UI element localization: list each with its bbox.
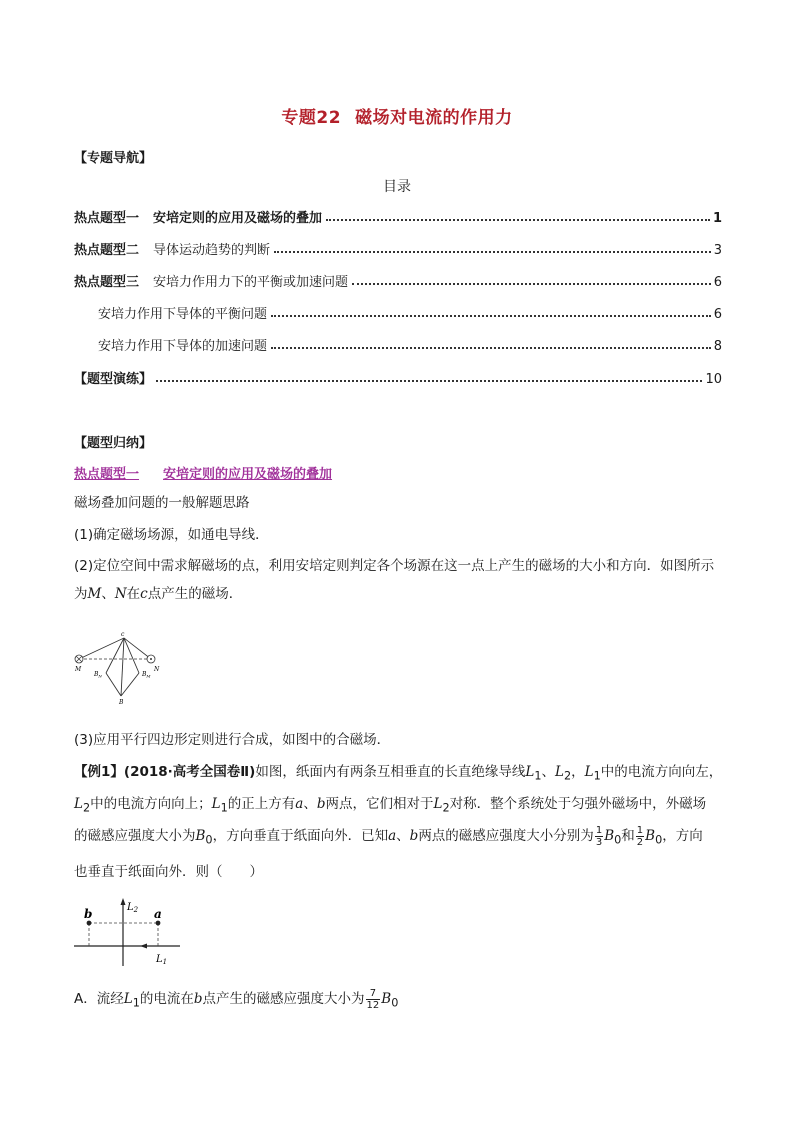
toc-row-title: 安培力作用力下的平衡或加速问题	[153, 275, 349, 290]
option-a[interactable]: A．流经$L_1$的电流在b点产生的磁感应强度大小为 $\frac{7}{12}$ $B_0$	[74, 987, 399, 1011]
toc-page: 10	[705, 372, 722, 387]
wire-m-label: M	[75, 666, 82, 673]
toc-page: 6	[713, 275, 722, 290]
toc-page: 3	[713, 243, 722, 258]
arrow-up-icon	[121, 898, 126, 905]
toc-row-title: 安培定则的应用及磁场的叠加	[153, 211, 323, 226]
wires-figure	[70, 896, 190, 972]
toc-row-3[interactable]	[74, 270, 722, 290]
toc-row-title: 安培力作用下导体的加速问题	[98, 339, 268, 354]
example-line-3: 的磁感应强度大小为$B_0$，方向垂直于纸面向外．已知a、b两点的磁感应强度大小分别为 $\frac{1}{3}$ $B_0$和 $\frac{1}{2}$ $B_0$，方向	[74, 824, 703, 848]
point-a-label: a	[154, 907, 162, 921]
bn-label: $B_N$	[94, 671, 102, 679]
toc-row-tag: 热点题型三	[74, 275, 140, 290]
wire-l1-label: $L_1$	[156, 954, 168, 966]
toc-leader	[274, 251, 711, 253]
toc-leader	[156, 380, 702, 382]
wire-n-label: N	[154, 666, 160, 673]
toc-row-4[interactable]	[98, 302, 722, 322]
bm-label: $B_M$	[142, 671, 151, 679]
section1-tag: 热点题型一	[74, 467, 140, 482]
toc-row-title: 【题型演练】	[74, 372, 153, 387]
point-c-label: c	[121, 631, 125, 638]
field-superposition-figure	[70, 630, 160, 708]
point-a-dot	[156, 921, 161, 926]
section1-link[interactable]	[74, 463, 332, 482]
example-line-2: $L_2$中的电流方向向上；$L_1$的正上方有a、b两点，它们相对于$L_2$对称．整个系统处于匀强外磁场中，外磁场	[74, 796, 707, 815]
section1-title: 安培定则的应用及磁场的叠加	[163, 467, 333, 482]
example-line-1: 【例1】(2018·高考全国卷Ⅱ)如图，纸面内有两条互相垂直的长直绝缘导线$L_1$、$L_2$，$L_1$中的电流方向向左，	[74, 764, 723, 783]
toc-row-1[interactable]	[74, 206, 722, 226]
b-total-label: B	[119, 699, 124, 706]
title-number: 专题22	[281, 108, 342, 128]
toc-leader	[326, 219, 710, 221]
toc-row-title: 导体运动趋势的判断	[153, 243, 271, 258]
toc-row-2[interactable]	[74, 238, 722, 258]
arrow-left-icon	[140, 944, 147, 949]
example-line-4: 也垂直于纸面向外．则（ ）	[74, 864, 263, 880]
toc-row-tag: 热点题型一	[74, 211, 140, 226]
toc-page: 6	[713, 307, 722, 322]
page-title	[0, 103, 794, 128]
point-b-dot	[87, 921, 92, 926]
toc-leader	[271, 347, 711, 349]
toc-row-tag: 热点题型二	[74, 243, 140, 258]
title-text: 磁场对电流的作用力	[355, 108, 513, 128]
wire-l2-label: $L_2$	[127, 902, 139, 914]
toc-page: 8	[713, 339, 722, 354]
toc-heading: 目录	[383, 179, 411, 195]
toc-page: 1	[712, 211, 722, 226]
summary-label: 【题型归纳】	[74, 436, 153, 451]
intro-text: 磁场叠加问题的一般解题思路	[74, 495, 250, 511]
point-b-label: b	[84, 907, 93, 921]
step1-text: (1)确定磁场场源，如通电导线．	[74, 527, 269, 543]
toc-row-5[interactable]	[98, 334, 722, 354]
step3-text: (3)应用平行四边形定则进行合成，如图中的合磁场．	[74, 732, 391, 748]
step2-text: (2)定位空间中需求解磁场的点，利用安培定则判定各个场源在这一点上产生的磁场的大小和方向．如图所示为M、N在c点产生的磁场．	[74, 558, 715, 602]
toc-row-title: 安培力作用下导体的平衡问题	[98, 307, 268, 322]
toc-leader	[352, 283, 711, 285]
toc-leader	[271, 315, 711, 317]
toc-row-6[interactable]	[74, 367, 722, 387]
guide-label: 【专题导航】	[74, 151, 153, 166]
